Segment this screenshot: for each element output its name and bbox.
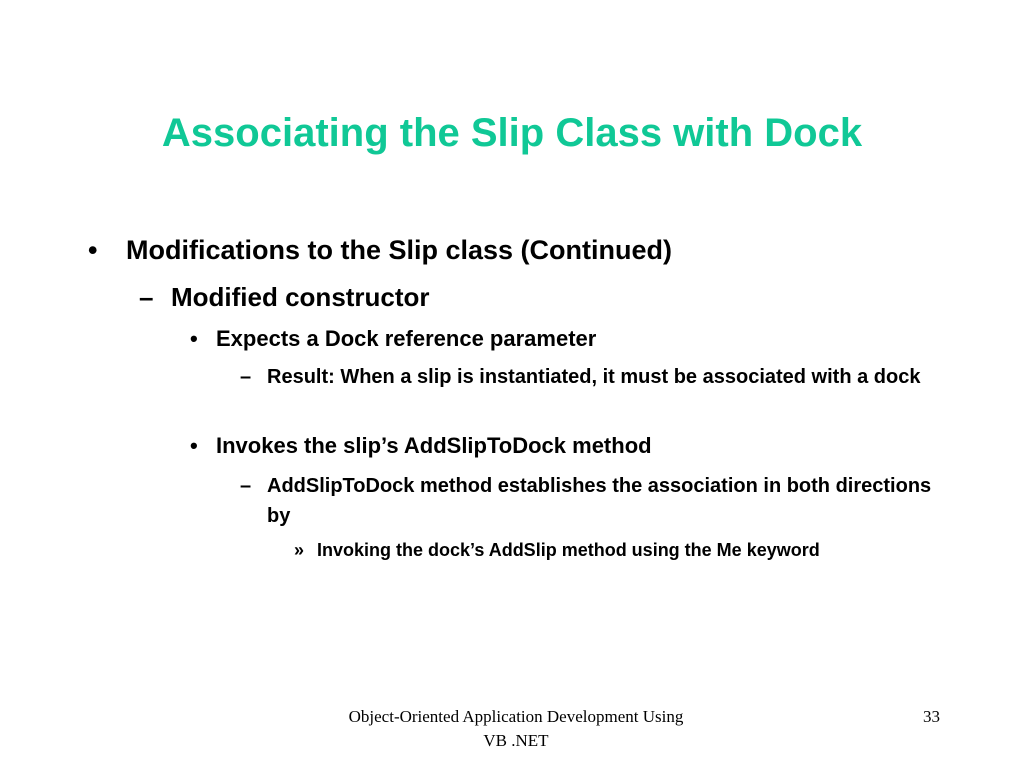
bullet-dot-icon: • [190,326,198,351]
slide-title: Associating the Slip Class with Dock [161,111,863,155]
bullet-level-5 [294,537,894,564]
bullet-level-1 [88,233,672,267]
bullet-text: Expects a Dock reference parameter [216,326,597,351]
footer-course-line-2: VB .NET [483,731,549,750]
bullet-dash-icon: – [240,475,252,497]
bullet-text: Modified constructor [171,282,430,312]
bullet-text: AddSlipToDock method establishes the association in both directions by [267,475,932,527]
bullet-dot-icon: • [190,433,198,458]
footer-course-line-1: Object-Oriented Application Development Using [348,707,684,726]
bullet-text: Invokes the slip’s AddSlipToDock method [216,433,652,458]
bullet-dash-icon: – [240,366,252,388]
bullet-text: Modifications to the Slip class (Continued) [126,235,673,265]
bullet-dot-icon: • [88,235,98,265]
bullet-level-4 [240,362,940,392]
bullet-level-4 [240,471,940,531]
bullet-level-3 [190,325,596,353]
bullet-level-3 [190,432,652,460]
bullet-text: Invoking the dock’s AddSlip method using the Me keyword [317,540,820,560]
bullet-text: Result: When a slip is instantiated, it must be associated with a dock [267,366,921,388]
bullet-level-2 [139,281,430,313]
footer-course-title [300,705,732,753]
page-number: 33 [923,707,940,726]
bullet-chevron-icon: » [294,540,305,560]
bullet-dash-icon: – [139,282,154,312]
